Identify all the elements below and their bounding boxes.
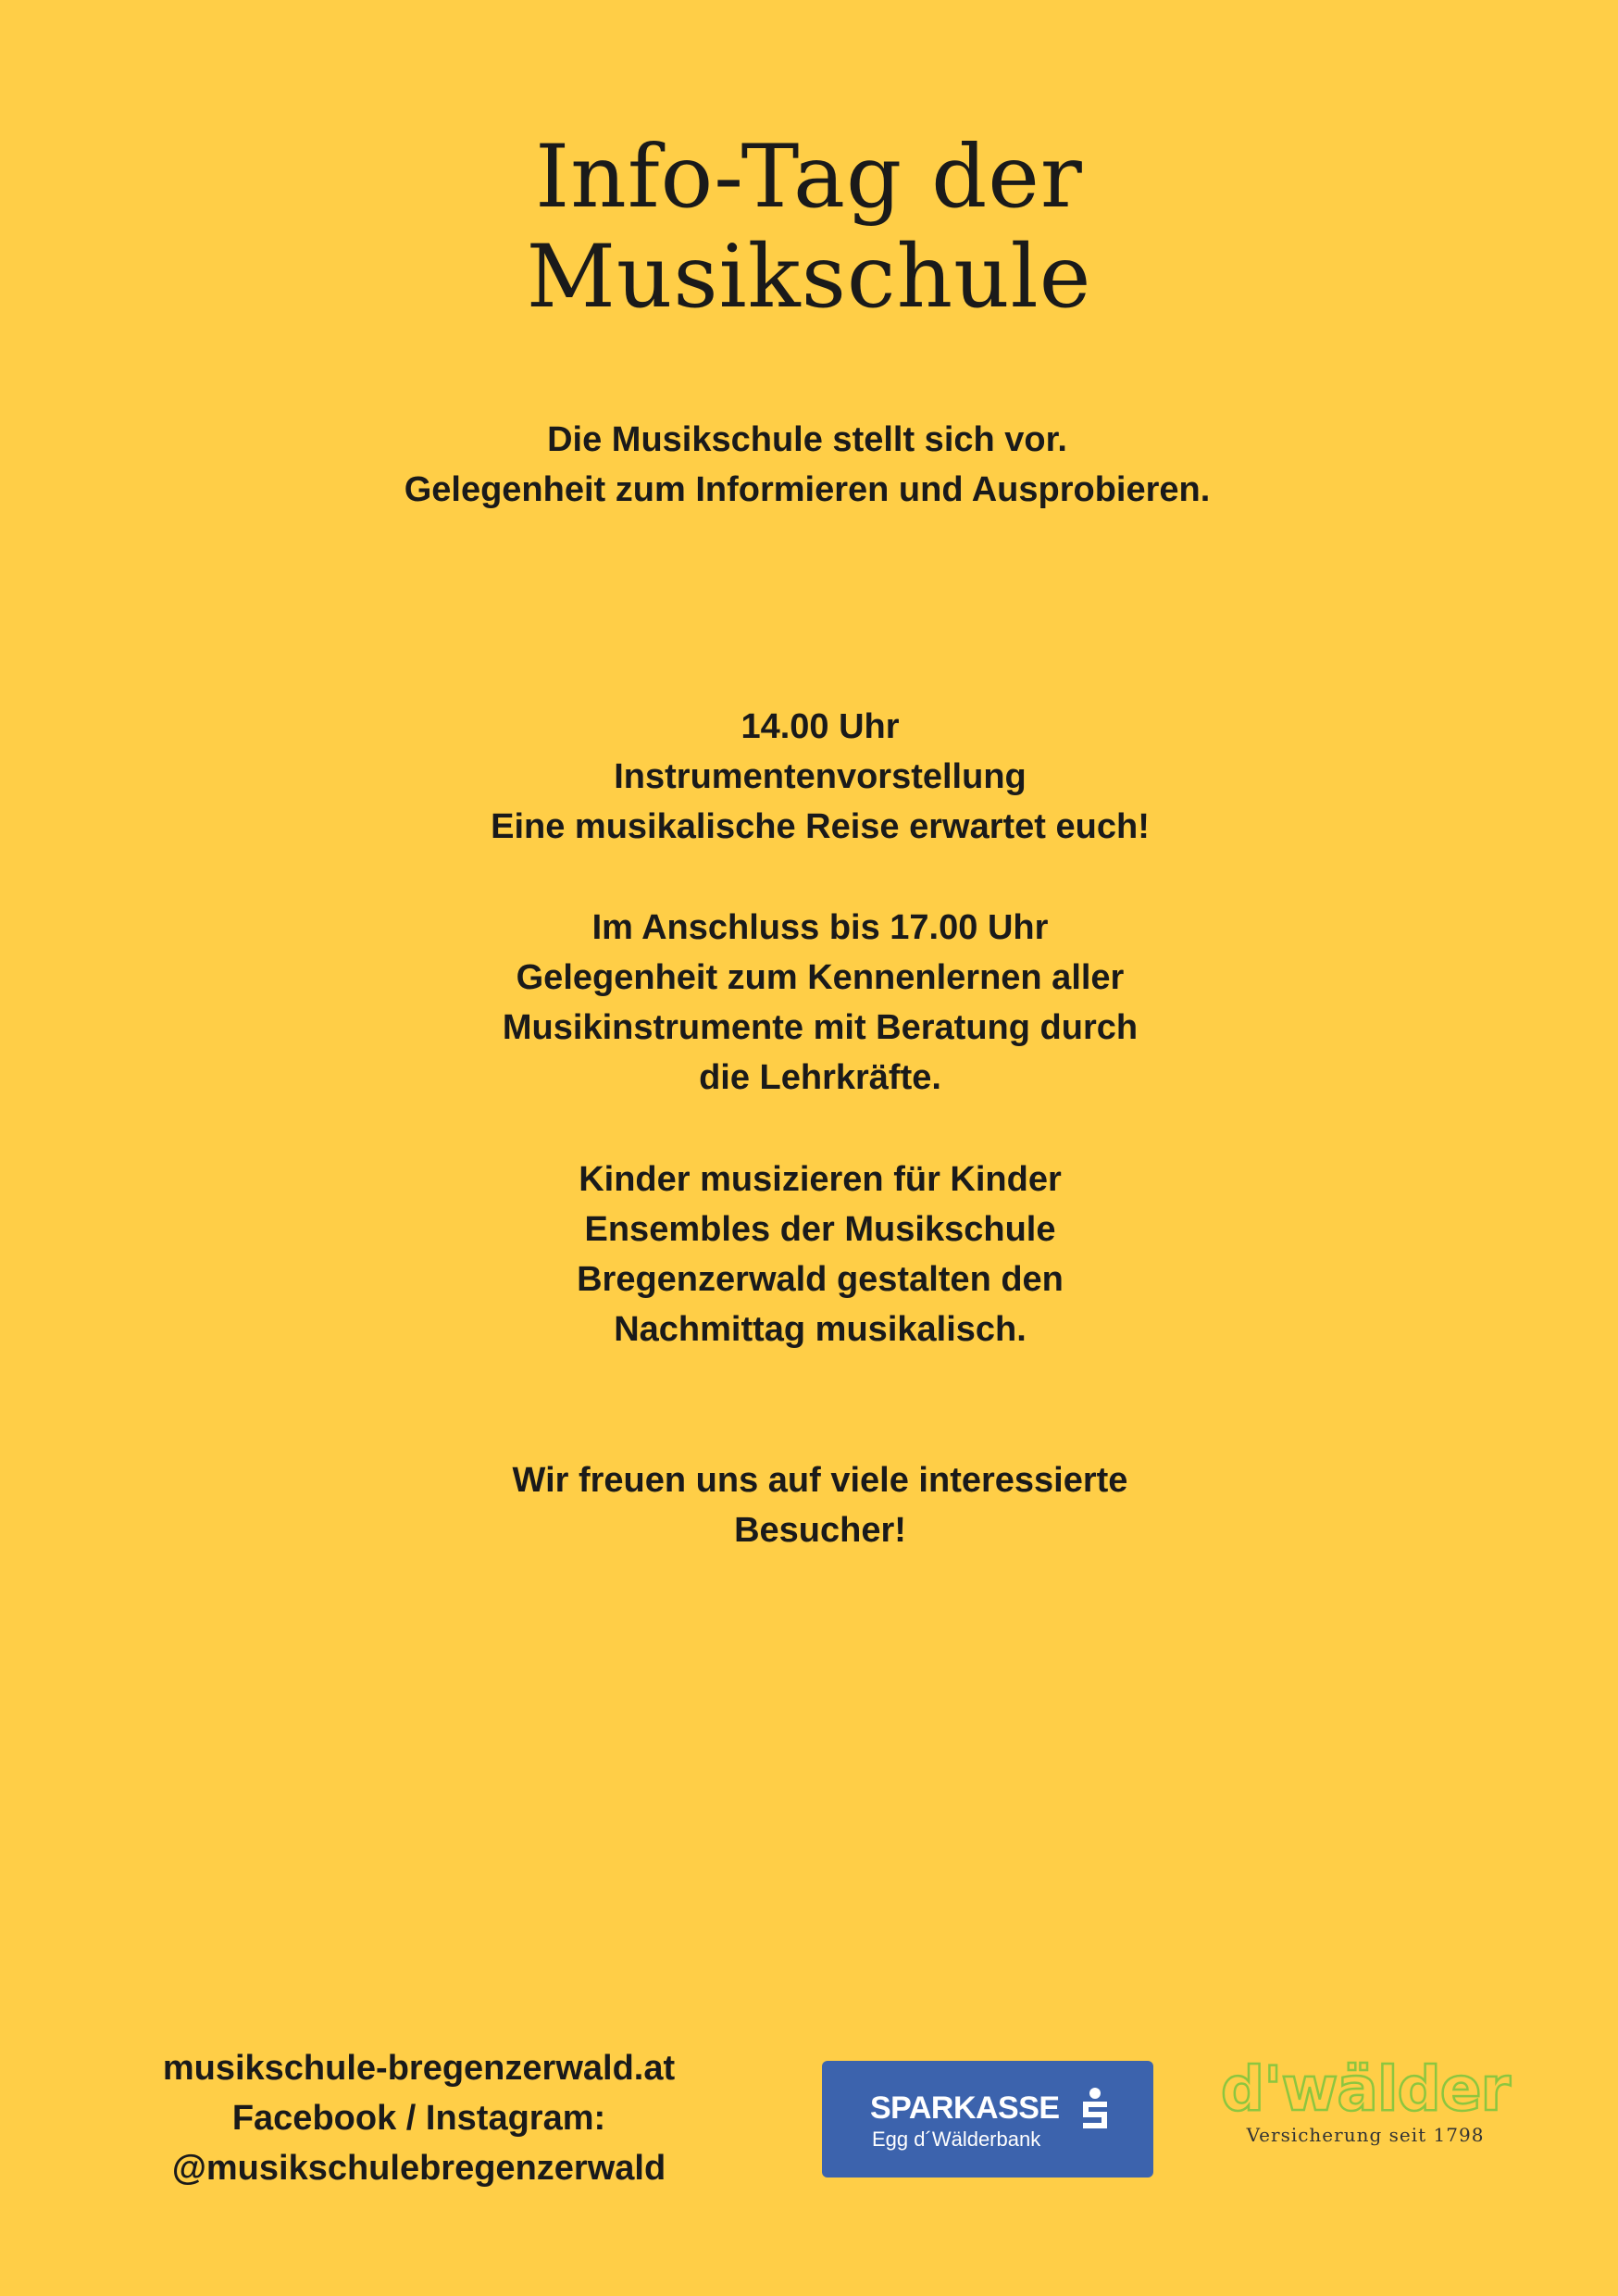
sparkasse-name: SPARKASSE [870,2090,1060,2126]
details-line: die Lehrkräfte. [699,1058,941,1097]
kids-line: Nachmittag musikalisch. [614,1310,1027,1349]
details-line: Im Anschluss bis 17.00 Uhr [591,908,1049,947]
title-line-2: Musikschule [526,227,1092,328]
title-line-1: Info-Tag der [535,127,1083,228]
dwaelder-logo [1208,2053,1523,2159]
sparkasse-s-icon [1079,2087,1111,2133]
program-section [11,702,1618,852]
website-link[interactable]: musikschule-bregenzerwald.at [162,2049,676,2088]
dwaelder-subtitle: Versicherung seit 1798 [1246,2124,1485,2146]
program-time: 14.00 Uhr [741,707,900,746]
details-line: Gelegenheit zum Kennenlernen aller [516,958,1125,997]
details-section [11,903,1618,1103]
kids-line: Ensembles der Musikschule [584,1210,1056,1249]
program-name: Instrumentenvorstellung [614,757,1027,796]
kids-line: Kinder musizieren für Kinder [579,1160,1062,1199]
social-label: Facebook / Instagram: [231,2099,606,2138]
sparkasse-subtitle: Egg d´Wälderbank [872,2128,1041,2151]
closing-text [11,1455,1618,1555]
closing-line-1: Wir freuen uns auf viele interessierte [512,1461,1128,1500]
details-line: Musikinstrumente mit Beratung durch [502,1008,1139,1047]
sparkasse-logo [822,2061,1153,2177]
dwaelder-name: d'wälder [1220,2053,1511,2125]
kids-section [11,1154,1618,1354]
kids-line: Bregenzerwald gestalten den [577,1260,1064,1299]
intro-line-2: Gelegenheit zum Informieren und Ausprobieren. [404,470,1211,509]
program-description: Eine musikalische Reise erwartet euch! [491,807,1150,846]
contact-info [111,2043,727,2193]
social-handle[interactable]: @musikschulebregenzerwald [171,2149,666,2188]
intro-text [0,415,1616,515]
intro-line-1: Die Musikschule stellt sich vor. [547,420,1067,459]
closing-line-2: Besucher! [734,1511,906,1550]
page-title [0,128,1618,328]
